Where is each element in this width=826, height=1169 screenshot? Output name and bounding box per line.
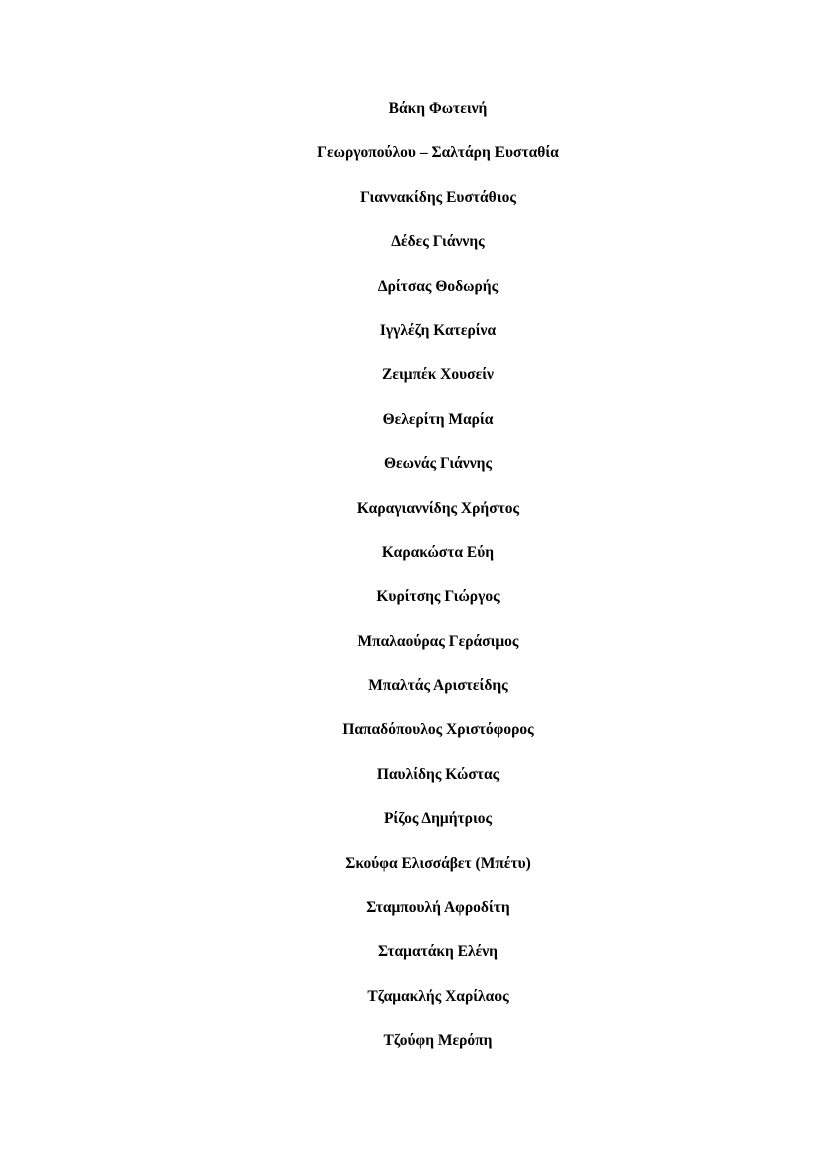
name-entry: Κυρίτσης Γιώργος xyxy=(376,588,500,606)
name-entry: Ζειμπέκ Χουσείν xyxy=(382,366,494,384)
name-entry: Μπαλαούρας Γεράσιμος xyxy=(357,632,519,650)
name-entry: Σταματάκη Ελένη xyxy=(377,943,498,961)
name-entry: Καραγιαννίδης Χρήστος xyxy=(356,499,520,517)
name-entry: Γεωργοπούλου – Σαλτάρη Ευσταθία xyxy=(317,144,559,162)
name-entry: Παυλίδης Κώστας xyxy=(376,765,500,783)
name-entry: Σκούφα Ελισσάβετ (Μπέτυ) xyxy=(345,854,531,872)
name-entry: Παπαδόπουλος Χριστόφορος xyxy=(342,721,534,739)
name-entry: Τζούφη Μερόπη xyxy=(383,1032,493,1050)
name-entry: Γιαννακίδης Ευστάθιος xyxy=(360,188,516,206)
name-entry: Τζαμακλής Χαρίλαος xyxy=(367,987,509,1005)
name-entry: Μπαλτάς Αριστείδης xyxy=(368,677,508,695)
name-entry: Δρίτσας Θοδωρής xyxy=(377,277,499,295)
name-entry: Καρακώστα Εύη xyxy=(381,543,495,561)
name-entry: Ρίζος Δημήτριος xyxy=(383,810,493,828)
name-entry: Θελερίτη Μαρία xyxy=(382,410,494,428)
name-entry: Βάκη Φωτεινή xyxy=(388,100,488,117)
name-entry: Ιγγλέζη Κατερίνα xyxy=(379,321,497,339)
name-entry: Θεωνάς Γιάννης xyxy=(384,455,492,473)
name-entry: Δέδες Γιάννης xyxy=(391,233,485,251)
name-entry: Σταμπουλή Αφροδίτη xyxy=(366,899,510,917)
name-list xyxy=(0,98,826,1075)
